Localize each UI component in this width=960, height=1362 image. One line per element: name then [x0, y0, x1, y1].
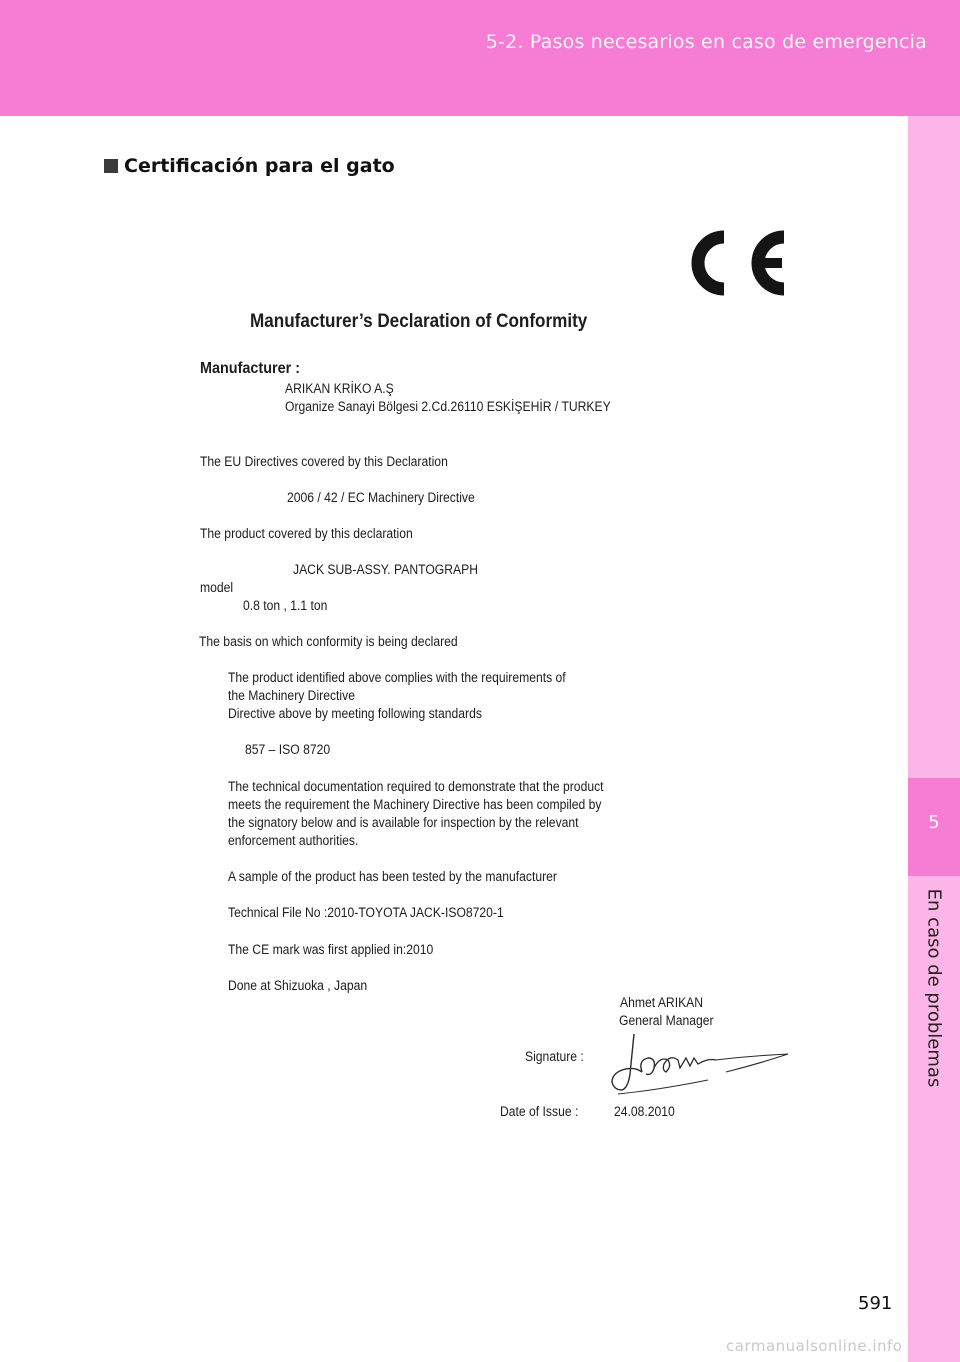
section-title-text: Certificación para el gato	[124, 155, 395, 177]
technical-doc-line: the signatory below and is available for inspection by the relevant	[228, 815, 579, 830]
manufacturer-address: Organize Sanayi Bölgesi 2.Cd.26110 ESKİŞEHİR / TURKEY	[285, 399, 611, 414]
page-number: 591	[858, 1293, 893, 1314]
signature-label: Signature :	[525, 1049, 584, 1064]
signatory-title: General Manager	[619, 1013, 714, 1028]
header-band	[0, 0, 960, 116]
model-values: 0.8 ton , 1.1 ton	[243, 598, 328, 613]
watermark: carmanualsonline.info	[726, 1337, 903, 1355]
product-heading: The product covered by this declaration	[200, 526, 413, 541]
manufacturer-name: ARIKAN KRİKO A.Ş	[285, 381, 394, 396]
date-label: Date of Issue :	[500, 1104, 579, 1119]
technical-file: Technical File No :2010-TOYOTA JACK-ISO8720-1	[228, 905, 504, 920]
basis-heading: The basis on which conformity is being declared	[199, 634, 458, 649]
done-at: Done at Shizuoka , Japan	[228, 978, 368, 993]
technical-doc-line: The technical documentation required to demonstrate that the product	[228, 779, 604, 794]
product-name: JACK SUB-ASSY. PANTOGRAPH	[293, 562, 479, 577]
square-bullet-icon	[104, 159, 118, 173]
header-title: 5-2. Pasos necesarios en caso de emergencia	[485, 31, 927, 53]
model-label: model	[200, 580, 234, 595]
standard: 857 – ISO 8720	[245, 742, 331, 757]
compliance-line: Directive above by meeting following standards	[228, 706, 482, 721]
section-title	[104, 155, 395, 177]
date-value: 24.08.2010	[614, 1104, 675, 1119]
signatory-name: Ahmet ARIKAN	[620, 995, 704, 1010]
chapter-label: En caso de problemas	[923, 888, 945, 1088]
sample-tested: A sample of the product has been tested by the manufacturer	[228, 869, 557, 884]
manufacturer-label: Manufacturer :	[200, 360, 301, 377]
declaration-title: Manufacturer’s Declaration of Conformity	[250, 311, 588, 332]
ce-mark-icon	[684, 223, 788, 303]
eu-directives-heading: The EU Directives covered by this Declaration	[200, 454, 448, 469]
eu-directive: 2006 / 42 / EC Machinery Directive	[287, 490, 475, 505]
compliance-line: the Machinery Directive	[228, 688, 355, 703]
technical-doc-line: meets the requirement the Machinery Directive has been compiled by	[228, 797, 602, 812]
side-tab-strip	[908, 116, 960, 1362]
technical-doc-line: enforcement authorities.	[228, 833, 359, 848]
compliance-line: The product identified above complies with the requirements of	[228, 670, 566, 685]
chapter-number: 5	[928, 812, 940, 833]
ce-applied: The CE mark was first applied in:2010	[228, 942, 434, 957]
signature-scribble	[598, 1030, 794, 1100]
